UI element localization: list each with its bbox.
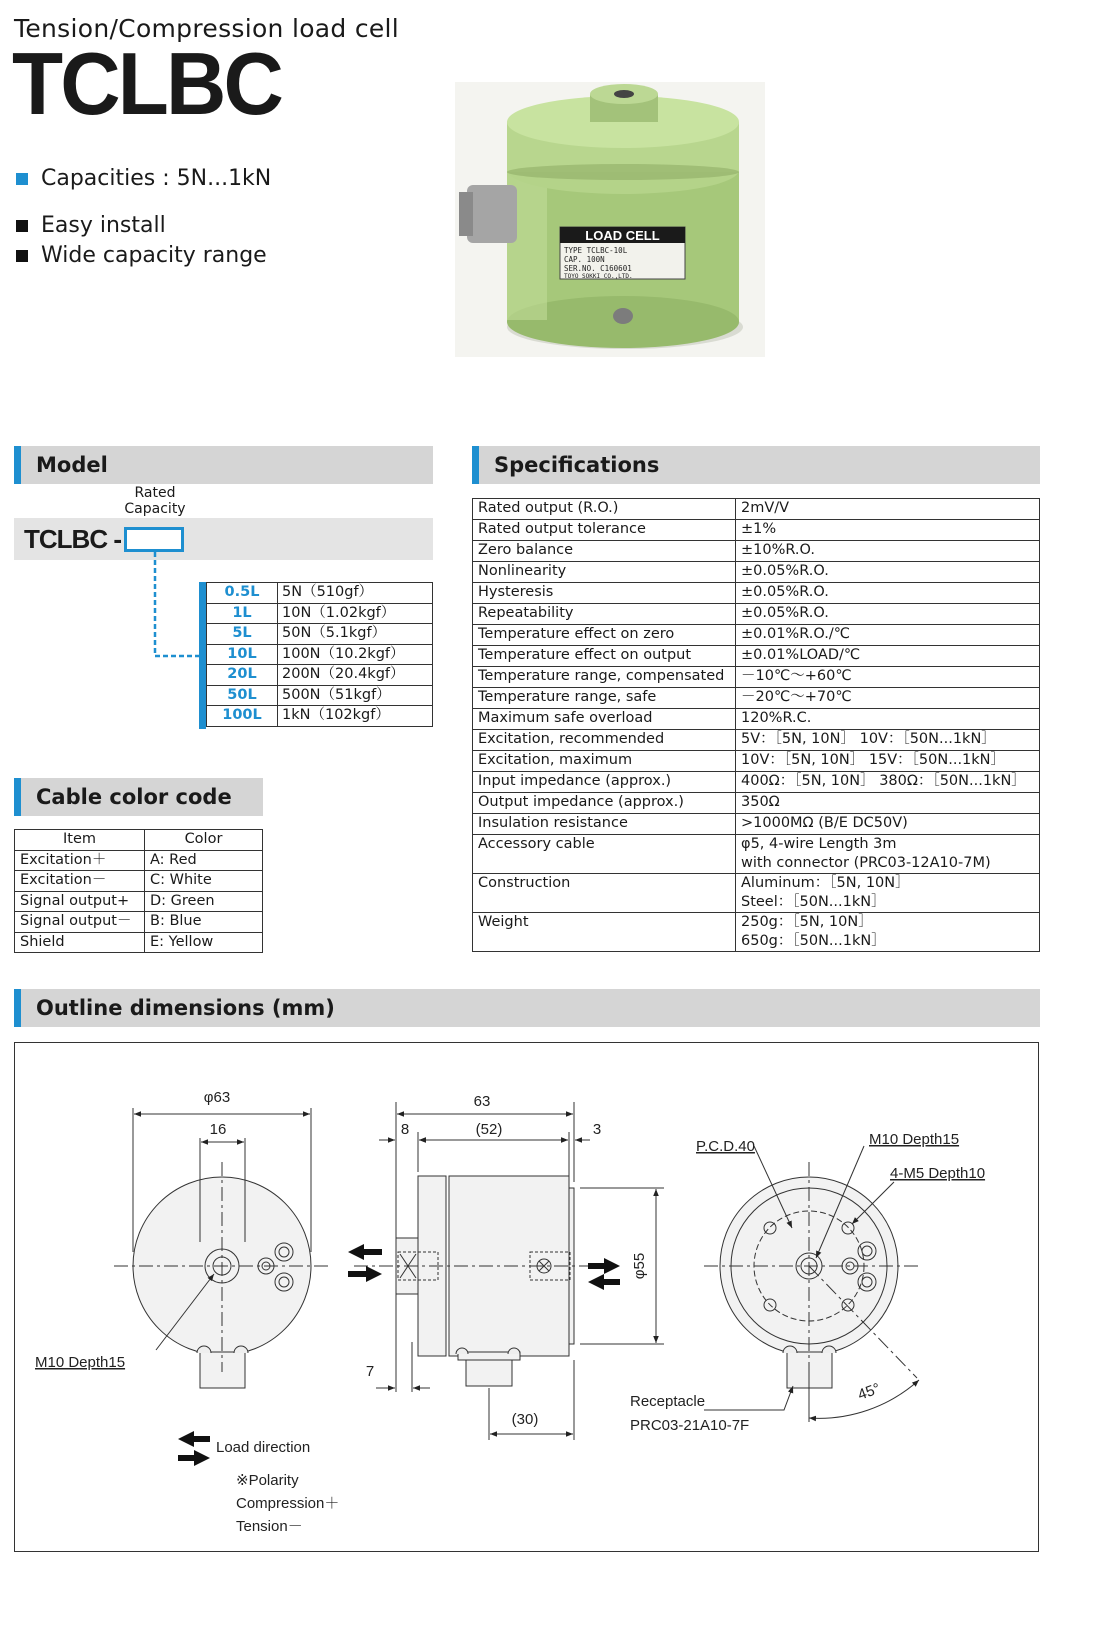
spec-value-cell [736, 751, 1040, 772]
model-code: 10L [207, 644, 278, 665]
spec-value: 250g：［5N, 10N］ [741, 914, 873, 930]
outline-section-header [14, 989, 1040, 1027]
spec-row [473, 874, 1040, 913]
specs-section-header [472, 446, 1040, 484]
cable-item: Excitation－ [15, 871, 145, 892]
model-heading: Model [36, 453, 108, 477]
spec-value: 350Ω [741, 794, 780, 810]
model-row [207, 685, 433, 706]
feature-wide-range: Wide capacity range [41, 243, 267, 268]
photo-label-title: LOAD CELL [585, 228, 660, 243]
spec-value-cell [736, 625, 1040, 646]
spec-key: Repeatability [473, 604, 736, 625]
product-photo [455, 82, 765, 357]
model-prefix: TCLBC - [24, 524, 121, 554]
specs-heading: Specifications [494, 453, 660, 477]
spec-row [473, 730, 1040, 751]
feature-item [16, 166, 271, 191]
photo-label-line: TYPE TCLBC-10L [564, 246, 628, 255]
model-code: 0.5L [207, 583, 278, 604]
load-direction-label: Load direction [216, 1439, 311, 1456]
model-section-header [14, 446, 433, 484]
spec-value: 10V：［5N, 10N］ 15V：［50N...1kN］ [741, 752, 1006, 768]
spec-value-cell [736, 874, 1040, 913]
spec-key: Zero balance [473, 541, 736, 562]
model-capacity: 5N（510gf） [278, 583, 433, 604]
model-row [207, 665, 433, 686]
photo-label-line: TOYO SOKKI CO.,LTD. [564, 273, 633, 280]
spec-value-cell [736, 646, 1040, 667]
model-capacity: 100N（10.2kgf） [278, 644, 433, 665]
spec-key: Temperature effect on output [473, 646, 736, 667]
model-capacity: 200N（20.4kgf） [278, 665, 433, 686]
spec-value: 400Ω：［5N, 10N］ 380Ω：［50N...1kN］ [741, 773, 1026, 789]
dim-52: (52) [475, 1121, 503, 1138]
cable-item: Signal output－ [15, 912, 145, 933]
spec-value: ±0.05%R.O. [741, 605, 829, 621]
capacity-placeholder-box [124, 527, 184, 552]
outline-drawing [14, 1042, 1039, 1552]
spec-row [473, 667, 1040, 688]
model-row [207, 706, 433, 727]
cable-color-table [14, 829, 263, 953]
spec-key: Nonlinearity [473, 562, 736, 583]
spec-row [473, 604, 1040, 625]
cable-heading: Cable color code [36, 785, 232, 809]
model-capacity: 50N（5.1kgf） [278, 624, 433, 645]
feature-item [16, 243, 267, 268]
spec-value: －20℃～+70℃ [741, 689, 852, 705]
spec-value: ±1% [741, 521, 777, 537]
spec-key: Temperature range, compensated [473, 667, 736, 688]
cable-color: C: White [145, 871, 263, 892]
spec-value-cell [736, 499, 1040, 520]
spec-value-cell [736, 814, 1040, 835]
dim-m5: 4-M5 Depth10 [890, 1165, 986, 1182]
spec-value-cell [736, 913, 1040, 952]
spec-value-cell [736, 688, 1040, 709]
spec-key: Input impedance (approx.) [473, 772, 736, 793]
spec-key: Output impedance (approx.) [473, 793, 736, 814]
model-capacity: 1kN（102kgf） [278, 706, 433, 727]
model-code: 1L [207, 603, 278, 624]
spec-value-cell [736, 583, 1040, 604]
cable-color: A: Red [145, 850, 263, 871]
photo-label-line: CAP. 100N [564, 255, 605, 264]
spec-value-line2: with connector (PRC03-12A10-7M) [741, 855, 991, 871]
cable-item: Excitation＋ [15, 850, 145, 871]
spec-value-line2: Steel：［50N...1kN］ [741, 894, 886, 910]
spec-value-cell [736, 520, 1040, 541]
model-table-accent [199, 582, 206, 729]
spec-key: Rated output tolerance [473, 520, 736, 541]
cable-col-item: Item [15, 830, 145, 851]
spec-value: ±0.01%R.O./℃ [741, 626, 850, 642]
spec-value-cell [736, 793, 1040, 814]
cable-item: Signal output+ [15, 891, 145, 912]
spec-row [473, 913, 1040, 952]
feature-easy-install: Easy install [41, 213, 166, 238]
spec-row [473, 562, 1040, 583]
spec-row [473, 646, 1040, 667]
dim-63: 63 [473, 1093, 491, 1110]
bullet-square-icon [16, 250, 28, 262]
spec-key: Temperature range, safe [473, 688, 736, 709]
cable-section-header [14, 778, 263, 816]
receptacle-label: Receptacle [630, 1393, 706, 1410]
tension-label: Tension－ [236, 1518, 303, 1535]
spec-row [473, 520, 1040, 541]
spec-value-cell [736, 604, 1040, 625]
receptacle-part: PRC03-21A10-7F [630, 1417, 750, 1434]
dim-phi63: φ63 [203, 1089, 231, 1106]
model-code: 20L [207, 665, 278, 686]
spec-value: ±10%R.O. [741, 542, 815, 558]
rated-capacity-label: Rated Capacity [124, 485, 186, 517]
cable-row [15, 912, 263, 933]
spec-row [473, 709, 1040, 730]
spec-value: 5V：［5N, 10N］ 10V：［50N...1kN］ [741, 731, 996, 747]
specifications-table [472, 498, 1040, 952]
spec-value: Aluminum：［5N, 10N］ [741, 875, 910, 891]
spec-key: Construction [473, 874, 736, 913]
spec-row [473, 751, 1040, 772]
cable-row [15, 850, 263, 871]
spec-key: Temperature effect on zero [473, 625, 736, 646]
model-row [207, 583, 433, 604]
product-title: TCLBC [12, 34, 282, 133]
dim-pcd40: P.C.D.40 [696, 1138, 755, 1155]
spec-value: ±0.01%LOAD/℃ [741, 647, 861, 663]
model-capacity: 500N（51kgf） [278, 685, 433, 706]
spec-key: Weight [473, 913, 736, 952]
spec-key: Excitation, recommended [473, 730, 736, 751]
dim-m10-right: M10 Depth15 [869, 1131, 960, 1148]
dim-m10-left: M10 Depth15 [35, 1354, 126, 1371]
outline-heading: Outline dimensions (mm) [36, 996, 335, 1020]
spec-row [473, 793, 1040, 814]
cable-color: E: Yellow [145, 932, 263, 953]
cable-item: Shield [15, 932, 145, 953]
spec-value-cell [736, 562, 1040, 583]
cable-row [15, 871, 263, 892]
spec-value: －10℃～+60℃ [741, 668, 852, 684]
model-row [207, 624, 433, 645]
spec-value: 2mV/V [741, 500, 790, 516]
spec-key: Excitation, maximum [473, 751, 736, 772]
spec-row [473, 499, 1040, 520]
cable-col-color: Color [145, 830, 263, 851]
dim-angle: 45° [855, 1380, 883, 1404]
model-capacity: 10N（1.02kgf） [278, 603, 433, 624]
spec-key: Rated output (R.O.) [473, 499, 736, 520]
spec-value-cell [736, 709, 1040, 730]
spec-key: Hysteresis [473, 583, 736, 604]
dim-7: 7 [365, 1363, 375, 1380]
dim-8: 8 [400, 1121, 410, 1138]
spec-row [473, 625, 1040, 646]
spec-row [473, 835, 1040, 874]
spec-value-cell [736, 772, 1040, 793]
spec-row [473, 583, 1040, 604]
cable-color: B: Blue [145, 912, 263, 933]
spec-value-cell [736, 541, 1040, 562]
cable-row [15, 932, 263, 953]
spec-value-line2: 650g：［50N...1kN］ [741, 933, 886, 949]
spec-value-cell [736, 667, 1040, 688]
photo-label-line: SER.NO. C160601 [564, 264, 632, 273]
model-code: 50L [207, 685, 278, 706]
spec-value: 120%R.C. [741, 710, 812, 726]
dim-phi55: φ55 [631, 1252, 648, 1280]
bullet-square-icon [16, 173, 28, 185]
spec-row [473, 541, 1040, 562]
feature-item [16, 213, 166, 238]
model-row [207, 644, 433, 665]
feature-capacities: Capacities : 5N...1kN [41, 166, 272, 191]
spec-row [473, 688, 1040, 709]
spec-value: ±0.05%R.O. [741, 563, 829, 579]
cable-row [15, 891, 263, 912]
dim-30: (30) [511, 1411, 539, 1428]
model-row [207, 603, 433, 624]
spec-value: ±0.05%R.O. [741, 584, 829, 600]
model-capacity-table [206, 582, 433, 727]
spec-value: >1000MΩ (B/E DC50V) [741, 815, 908, 831]
spec-row [473, 814, 1040, 835]
dim-3: 3 [592, 1121, 602, 1138]
polarity-label: ※Polarity [236, 1472, 299, 1489]
bullet-square-icon [16, 220, 28, 232]
spec-row [473, 772, 1040, 793]
model-code: 100L [207, 706, 278, 727]
product-subtitle: Tension/Compression load cell [14, 14, 400, 43]
spec-key: Accessory cable [473, 835, 736, 874]
model-code: 5L [207, 624, 278, 645]
cable-color: D: Green [145, 891, 263, 912]
spec-value-cell [736, 835, 1040, 874]
spec-key: Insulation resistance [473, 814, 736, 835]
spec-value-cell [736, 730, 1040, 751]
compression-label: Compression＋ [236, 1495, 340, 1512]
spec-key: Maximum safe overload [473, 709, 736, 730]
dim-16: 16 [209, 1121, 227, 1138]
spec-value: φ5, 4-wire Length 3m [741, 836, 897, 852]
